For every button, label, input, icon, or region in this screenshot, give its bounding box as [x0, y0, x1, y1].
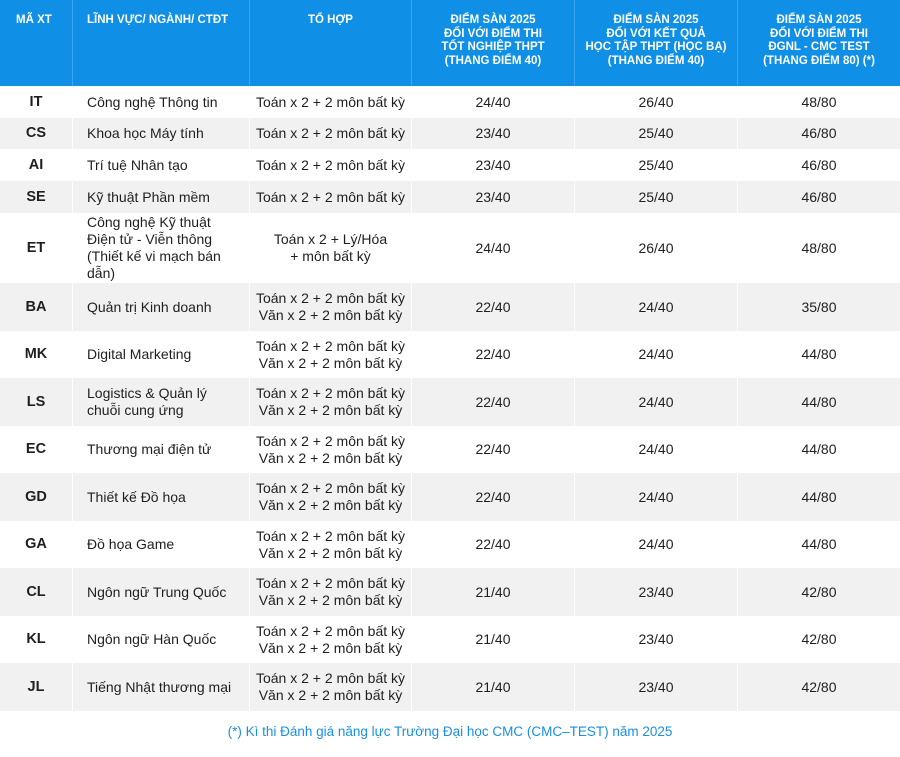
row-score-thpt: 21/40 — [412, 616, 575, 663]
row-score-hocba: 24/40 — [575, 521, 738, 568]
row-field: Thương mại điện tử — [73, 426, 250, 473]
row-score-dgnl: 46/80 — [738, 118, 900, 149]
row-combo: Toán x 2 + 2 môn bất kỳ Văn x 2 + 2 môn bất kỳ — [250, 331, 412, 378]
row-code: IT — [0, 86, 73, 118]
header-field: LĨNH VỰC/ NGÀNH/ CTĐT — [73, 0, 250, 86]
row-combo: Toán x 2 + Lý/Hóa + môn bất kỳ — [250, 213, 412, 283]
row-score-dgnl: 44/80 — [738, 426, 900, 473]
row-score-hocba: 23/40 — [575, 663, 738, 711]
row-combo: Toán x 2 + 2 môn bất kỳ Văn x 2 + 2 môn bất kỳ — [250, 473, 412, 521]
row-score-dgnl: 44/80 — [738, 378, 900, 426]
table-row — [0, 473, 900, 521]
row-code: MK — [0, 331, 73, 378]
row-score-hocba: 24/40 — [575, 473, 738, 521]
row-score-thpt: 24/40 — [412, 213, 575, 283]
footnote: (*) Kì thi Đánh giá năng lực Trường Đại học CMC (CMC–TEST) năm 2025 — [227, 724, 673, 739]
row-code: GA — [0, 521, 73, 568]
row-score-dgnl: 44/80 — [738, 521, 900, 568]
row-code: KL — [0, 616, 73, 663]
row-score-thpt: 22/40 — [412, 473, 575, 521]
row-score-thpt: 23/40 — [412, 149, 575, 181]
header-combo: TỔ HỢP — [250, 0, 412, 86]
row-score-dgnl: 48/80 — [738, 86, 900, 118]
row-field: Ngôn ngữ Trung Quốc — [73, 568, 250, 616]
table-row — [0, 378, 900, 426]
row-score-hocba: 26/40 — [575, 213, 738, 283]
row-field: Khoa học Máy tính — [73, 118, 250, 149]
header-code: MÃ XT — [0, 0, 73, 86]
row-code: LS — [0, 378, 73, 426]
row-field: Công nghệ Thông tin — [73, 86, 250, 118]
table-row — [0, 568, 900, 616]
row-score-hocba: 24/40 — [575, 283, 738, 331]
row-code: CS — [0, 118, 73, 149]
table-row — [0, 426, 900, 473]
row-score-thpt: 22/40 — [412, 283, 575, 331]
row-score-dgnl: 44/80 — [738, 473, 900, 521]
row-field: Tiếng Nhật thương mại — [73, 663, 250, 711]
row-combo: Toán x 2 + 2 môn bất kỳ Văn x 2 + 2 môn bất kỳ — [250, 521, 412, 568]
table-row — [0, 283, 900, 331]
row-code: SE — [0, 181, 73, 213]
row-field: Đồ họa Game — [73, 521, 250, 568]
row-score-hocba: 23/40 — [575, 568, 738, 616]
row-score-hocba: 23/40 — [575, 616, 738, 663]
header-score-dgnl: ĐIỂM SÀN 2025 ĐỐI VỚI ĐIỂM THI ĐGNL - CMC TEST (THANG ĐIỂM 80) (*) — [738, 0, 900, 86]
table-row — [0, 181, 900, 213]
header-score-hocba: ĐIỂM SÀN 2025 ĐỐI VỚI KẾT QUẢ HỌC TẬP THPT (HỌC BẠ) (THANG ĐIỂM 40) — [575, 0, 738, 86]
row-combo: Toán x 2 + 2 môn bất kỳ Văn x 2 + 2 môn bất kỳ — [250, 283, 412, 331]
row-code: BA — [0, 283, 73, 331]
row-field: Digital Marketing — [73, 331, 250, 378]
row-score-dgnl: 42/80 — [738, 663, 900, 711]
row-field: Quản trị Kinh doanh — [73, 283, 250, 331]
table-row — [0, 149, 900, 181]
row-field: Logistics & Quản lý chuỗi cung ứng — [73, 378, 250, 426]
row-field: Thiết kế Đồ họa — [73, 473, 250, 521]
row-score-thpt: 24/40 — [412, 86, 575, 118]
row-field: Kỹ thuật Phần mềm — [73, 181, 250, 213]
row-combo: Toán x 2 + 2 môn bất kỳ — [250, 181, 412, 213]
table-header-row — [0, 0, 900, 86]
table-row — [0, 663, 900, 711]
row-score-dgnl: 42/80 — [738, 616, 900, 663]
row-score-hocba: 24/40 — [575, 331, 738, 378]
row-combo: Toán x 2 + 2 môn bất kỳ Văn x 2 + 2 môn bất kỳ — [250, 663, 412, 711]
row-score-hocba: 25/40 — [575, 181, 738, 213]
row-code: GD — [0, 473, 73, 521]
row-score-thpt: 22/40 — [412, 426, 575, 473]
row-score-dgnl: 35/80 — [738, 283, 900, 331]
row-combo: Toán x 2 + 2 môn bất kỳ Văn x 2 + 2 môn bất kỳ — [250, 378, 412, 426]
row-score-hocba: 25/40 — [575, 118, 738, 149]
row-score-thpt: 23/40 — [412, 118, 575, 149]
row-code: ET — [0, 213, 73, 283]
row-score-hocba: 26/40 — [575, 86, 738, 118]
row-combo: Toán x 2 + 2 môn bất kỳ — [250, 86, 412, 118]
row-combo: Toán x 2 + 2 môn bất kỳ Văn x 2 + 2 môn bất kỳ — [250, 568, 412, 616]
row-combo: Toán x 2 + 2 môn bất kỳ — [250, 149, 412, 181]
row-score-dgnl: 46/80 — [738, 181, 900, 213]
row-score-thpt: 21/40 — [412, 663, 575, 711]
row-code: CL — [0, 568, 73, 616]
row-score-dgnl: 46/80 — [738, 149, 900, 181]
row-score-thpt: 22/40 — [412, 521, 575, 568]
row-combo: Toán x 2 + 2 môn bất kỳ Văn x 2 + 2 môn bất kỳ — [250, 426, 412, 473]
row-score-dgnl: 42/80 — [738, 568, 900, 616]
row-code: JL — [0, 663, 73, 711]
row-field: Ngôn ngữ Hàn Quốc — [73, 616, 250, 663]
row-score-hocba: 24/40 — [575, 378, 738, 426]
row-score-dgnl: 48/80 — [738, 213, 900, 283]
table-row — [0, 86, 900, 118]
row-field: Công nghệ Kỹ thuật Điện tử - Viễn thông (Thiết kế vi mạch bán dẫn) — [73, 213, 250, 283]
row-score-thpt: 21/40 — [412, 568, 575, 616]
row-score-thpt: 22/40 — [412, 378, 575, 426]
row-combo: Toán x 2 + 2 môn bất kỳ Văn x 2 + 2 môn bất kỳ — [250, 616, 412, 663]
table-row — [0, 331, 900, 378]
row-score-hocba: 24/40 — [575, 426, 738, 473]
row-score-hocba: 25/40 — [575, 149, 738, 181]
row-score-dgnl: 44/80 — [738, 331, 900, 378]
row-score-thpt: 23/40 — [412, 181, 575, 213]
row-code: AI — [0, 149, 73, 181]
row-score-thpt: 22/40 — [412, 331, 575, 378]
table-row — [0, 118, 900, 149]
table-row — [0, 521, 900, 568]
row-field: Trí tuệ Nhân tạo — [73, 149, 250, 181]
table-row — [0, 616, 900, 663]
table-row — [0, 213, 900, 283]
row-code: EC — [0, 426, 73, 473]
row-combo: Toán x 2 + 2 môn bất kỳ — [250, 118, 412, 149]
header-score-thpt: ĐIỂM SÀN 2025 ĐỐI VỚI ĐIỂM THI TỐT NGHIỆP THPT (THANG ĐIỂM 40) — [412, 0, 575, 86]
